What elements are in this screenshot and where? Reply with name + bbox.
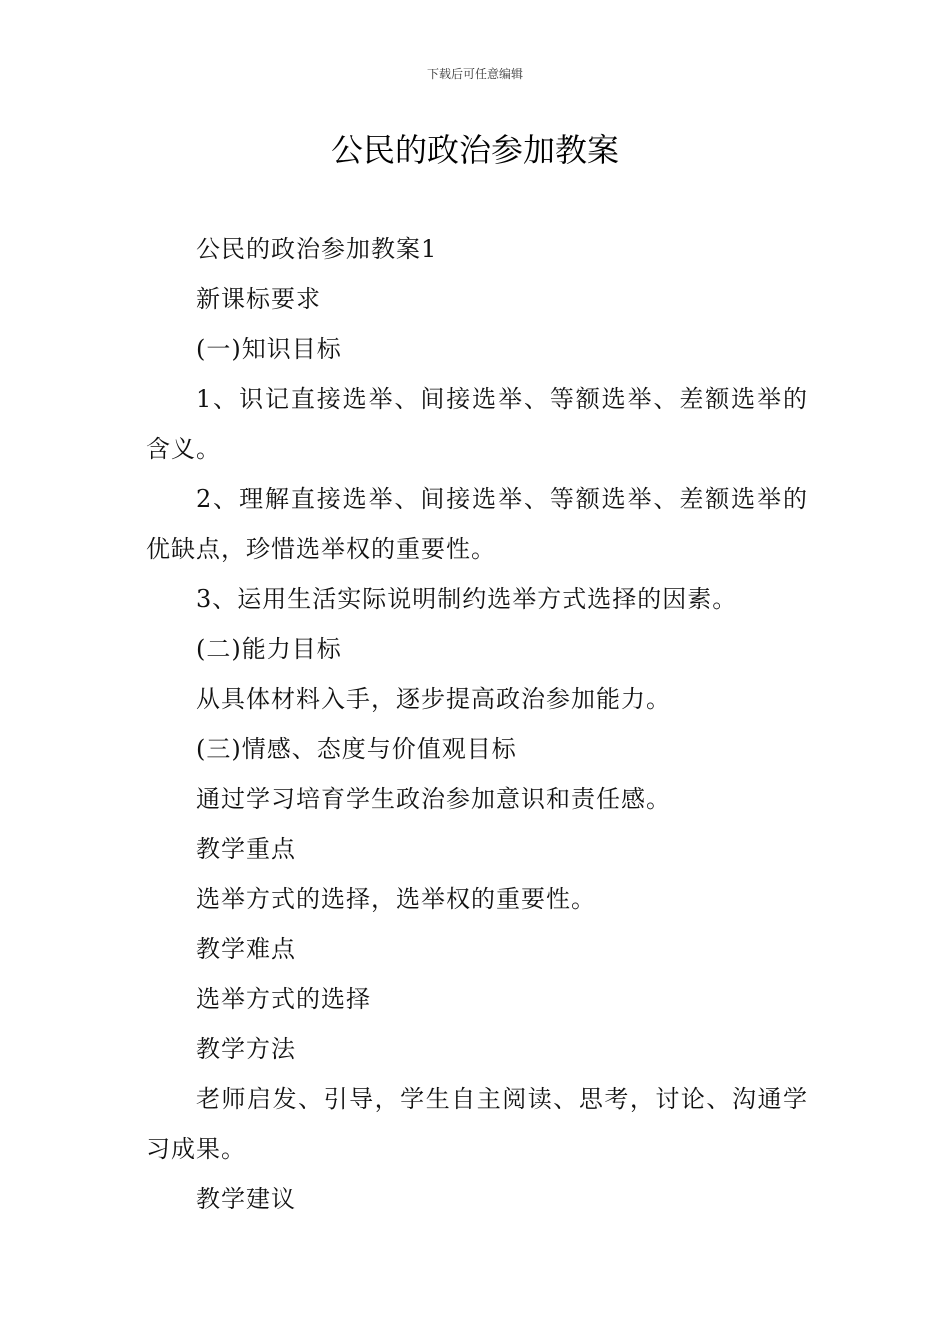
- page-header-note: 下载后可任意编辑: [426, 67, 523, 81]
- paragraph-section-heading: 教学重点: [196, 835, 296, 863]
- paragraph-text: 老师启发、引导，学生自主阅读、思考，讨论、沟通学习成果。: [146, 1085, 808, 1163]
- paragraph-section-heading: 教学方法: [196, 1035, 296, 1063]
- paragraph-subheading: (三)情感、态度与价值观目标: [196, 735, 517, 763]
- paragraph-section-heading: 教学难点: [196, 935, 296, 963]
- document-title: 公民的政治参加教案: [330, 131, 619, 169]
- document-body: [146, 224, 808, 1224]
- paragraph-section-heading: 教学建议: [196, 1185, 296, 1213]
- paragraph-text: 从具体材料入手，逐步提高政治参加能力。: [196, 685, 671, 713]
- paragraph-subheading: (一)知识目标: [196, 335, 342, 363]
- paragraph-item: 1、识记直接选举、间接选举、等额选举、差额选举的含义。: [146, 385, 808, 463]
- paragraph-text: 通过学习培育学生政治参加意识和责任感。: [196, 785, 671, 813]
- paragraph-item: 3、运用生活实际说明制约选举方式选择的因素。: [196, 585, 738, 613]
- paragraph-subheading: (二)能力目标: [196, 635, 342, 663]
- paragraph-text: 选举方式的选择，选举权的重要性。: [196, 885, 596, 913]
- paragraph-item: 2、理解直接选举、间接选举、等额选举、差额选举的优缺点，珍惜选举权的重要性。: [146, 485, 808, 563]
- paragraph-section-heading: 新课标要求: [196, 285, 321, 313]
- paragraph-subtitle: 公民的政治参加教案1: [196, 235, 438, 263]
- paragraph-text: 选举方式的选择: [196, 985, 371, 1013]
